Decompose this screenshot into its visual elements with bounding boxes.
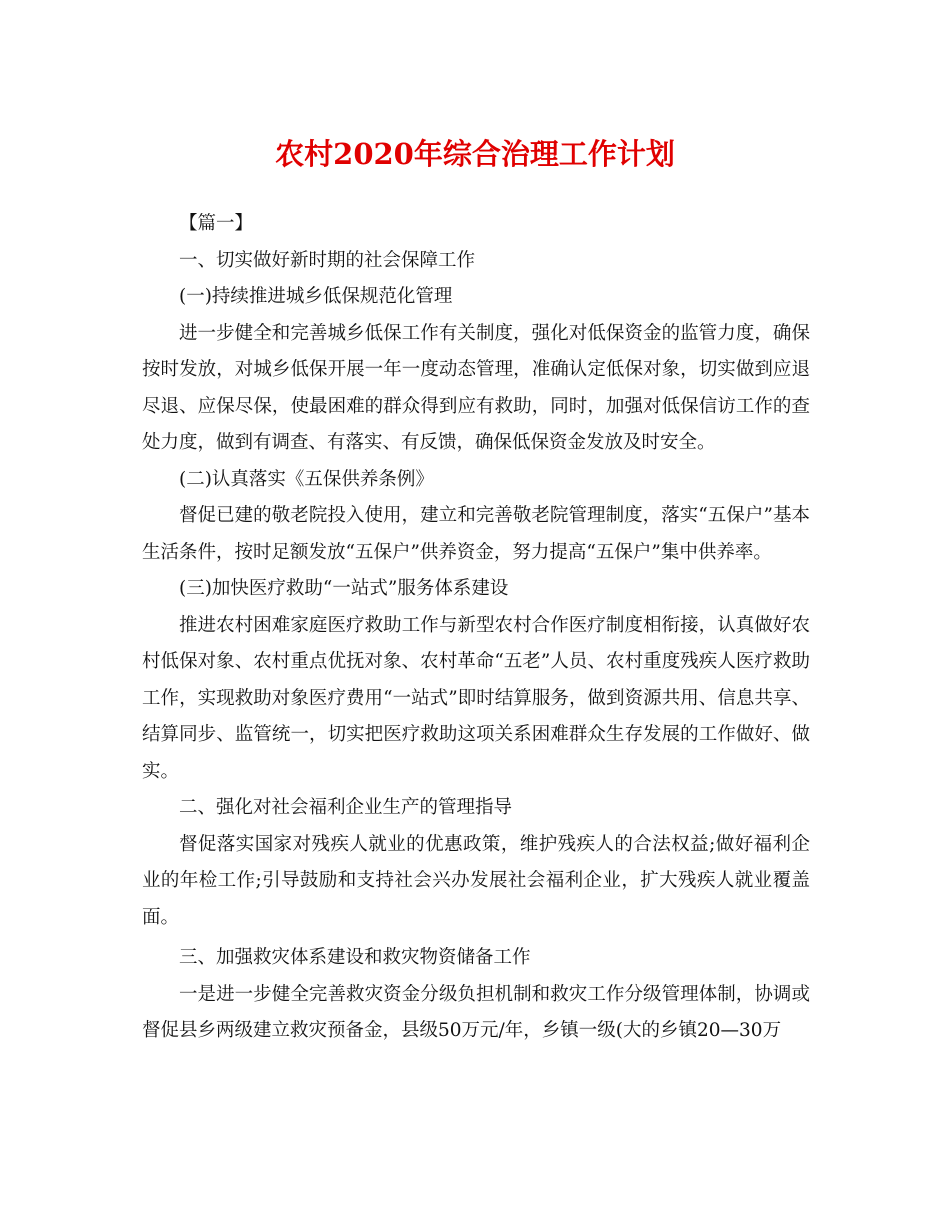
heading-3: 三、加强救灾体系建设和救灾物资储备工作 (179, 947, 531, 968)
paragraph: 推进农村困难家庭医疗救助工作与新型农村合作医疗制度相衔接，认真做好农村低保对象、农村重点优抚对象、农村革命“五老”人员、农村重度残疾人医疗救助工作，实现救助对象医疗费用“一站式”即时结算服务，做到资源共用、信息共享、结算同步、监管统一，切实把医疗救助这项关系困难群众生存发展的工作做好、做实。 (142, 614, 810, 782)
document-body (142, 206, 810, 1050)
subheading-2: (二)认真落实《五保供养条例》 (179, 468, 434, 490)
subheading-1: (一)持续推进城乡低保规范化管理 (179, 286, 453, 307)
subheading-3: (三)加快医疗救助“一站式”服务体系建设 (179, 578, 509, 599)
section-label: 【篇一】 (179, 213, 254, 234)
heading-2: 二、强化对社会福利企业生产的管理指导 (179, 797, 513, 818)
paragraph: 一是进一步健全完善救灾资金分级负担机制和救灾工作分级管理体制，协调或督促县乡两级建立救灾预备金，县级50万元/年，乡镇一级(大的乡镇20—30万 (142, 983, 810, 1041)
paragraph: 进一步健全和完善城乡低保工作有关制度，强化对低保资金的监管力度，确保按时发放，对城乡低保开展一年一度动态管理，准确认定低保对象，切实做到应退尽退、应保尽保，使最困难的群众得到应有救助，同时，加强对低保信访工作的查处力度，做到有调查、有落实、有反馈，确保低保资金发放及时安全。 (142, 322, 810, 453)
heading-1: 一、切实做好新时期的社会保障工作 (179, 249, 476, 271)
paragraph: 督促已建的敬老院投入使用，建立和完善敬老院管理制度，落实“五保户”基本生活条件，按时足额发放“五保户”供养资金，努力提高“五保户”集中供养率。 (142, 505, 810, 563)
document-title: 农村2020年综合治理工作计划 (275, 137, 675, 171)
paragraph: 督促落实国家对残疾人就业的优惠政策，维护残疾人的合法权益;做好福利企业的年检工作;引导鼓励和支持社会兴办发展社会福利企业，扩大残疾人就业覆盖面。 (142, 833, 810, 928)
